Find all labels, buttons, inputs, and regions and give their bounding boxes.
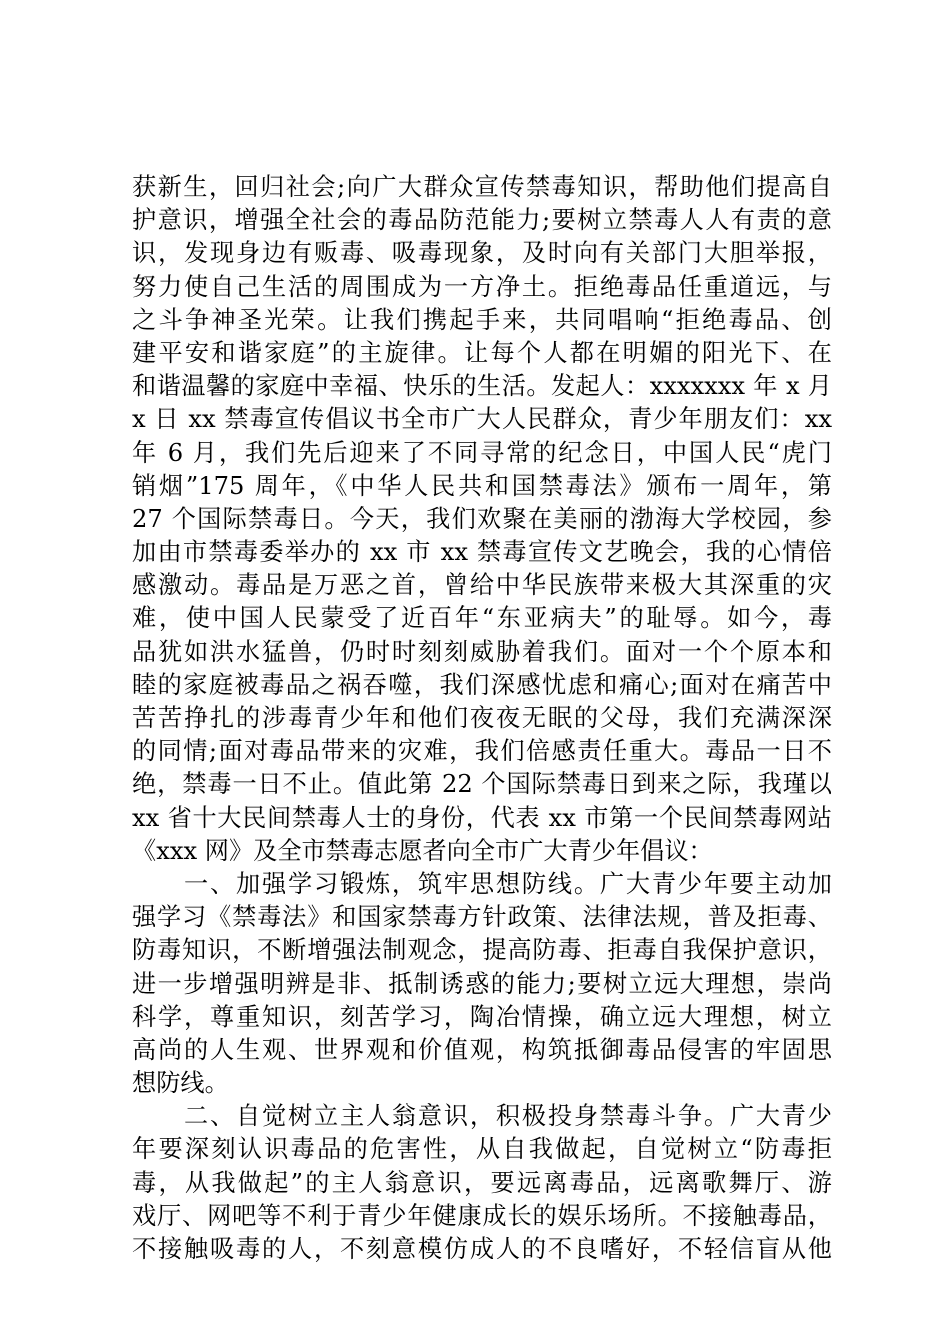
text-line: 戏厅、网吧等不利于青少年健康成长的娱乐场所。不接触毒品， [132,1201,832,1230]
text-line: 的同情;面对毒品带来的灾难，我们倍感责任重大。毒品一日不 [132,737,832,766]
text-line: 感激动。毒品是万恶之首，曾给中华民族带来极大其深重的灾 [132,571,832,600]
text-line: 护意识，增强全社会的毒品防范能力;要树立禁毒人人有责的意 [132,206,832,235]
text-line: 进一步增强明辨是非、抵制诱惑的能力;要树立远大理想，崇尚 [132,969,832,998]
text-line: 销烟”175 周年，《中华人民共和国禁毒法》颁布一周年，第 [132,471,832,500]
text-line: 品犹如洪水猛兽，仍时时刻刻威胁着我们。面对一个个原本和 [132,637,832,666]
text-line: 难，使中国人民蒙受了近百年“东亚病夫”的耻辱。如今，毒 [132,604,832,633]
text-line: 不接触吸毒的人，不刻意模仿成人的不良嗜好，不轻信盲从他 [132,1235,832,1263]
text-line: 《xxx 网》及全市禁毒志愿者向全市广大青少年倡议： [132,836,713,865]
text-line: 年 6 月，我们先后迎来了不同寻常的纪念日，中国人民“虎门 [132,438,832,467]
text-line: 强学习《禁毒法》和国家禁毒方针政策、法律法规，普及拒毒、 [132,903,832,932]
text-line: 和谐温馨的家庭中幸福、快乐的生活。发起人：xxxxxxx 年 x 月 [132,372,832,401]
text-line: 努力使自己生活的周围成为一方净土。拒绝毒品任重道远，与 [132,272,832,301]
section-heading-line: 二、自觉树立主人翁意识，积极投身禁毒斗争。广大青少 [184,1102,832,1131]
text-line: 高尚的人生观、世界观和价值观，构筑抵御毒品侵害的牢固思 [132,1035,832,1064]
text-line: 之斗争神圣光荣。让我们携起手来，共同唱响“拒绝毒品、创 [132,305,832,334]
text-line: 年要深刻认识毒品的危害性，从自我做起，自觉树立“防毒拒 [132,1135,832,1164]
text-line: 建平安和谐家庭”的主旋律。让每个人都在明媚的阳光下、在 [132,338,832,367]
text-line: 睦的家庭被毒品之祸吞噬，我们深感忧虑和痛心;面对在痛苦中 [132,670,832,699]
section-heading-line: 一、加强学习锻炼，筑牢思想防线。广大青少年要主动加 [184,869,832,898]
text-line: 绝，禁毒一日不止。值此第 22 个国际禁毒日到来之际，我瑾以 [132,770,832,799]
text-line: 防毒知识，不断增强法制观念，提高防毒、拒毒自我保护意识， [132,936,832,965]
text-line: 想防线。 [132,1069,229,1098]
body-text [132,171,832,1266]
text-line: 苦苦挣扎的涉毒青少年和他们夜夜无眠的父母，我们充满深深 [132,704,832,732]
text-line: xx 省十大民间禁毒人士的身份，代表 xx 市第一个民间禁毒网站 [132,803,832,832]
text-line: 加由市禁毒委举办的 xx 市 xx 禁毒宣传文艺晚会，我的心情倍 [132,538,832,567]
text-line: x 日 xx 禁毒宣传倡议书全市广大人民群众，青少年朋友们：xx [132,405,832,434]
text-line: 识，发现身边有贩毒、吸毒现象，及时向有关部门大胆举报， [132,239,832,268]
text-line: 27 个国际禁毒日。今天，我们欢聚在美丽的渤海大学校园，参 [132,504,832,533]
text-line: 毒，从我做起”的主人翁意识，要远离毒品，远离歌舞厅、游 [132,1168,832,1197]
text-line: 科学，尊重知识，刻苦学习，陶冶情操，确立远大理想，树立 [132,1002,832,1031]
text-line: 获新生，回归社会;向广大群众宣传禁毒知识，帮助他们提高自 [132,173,832,201]
